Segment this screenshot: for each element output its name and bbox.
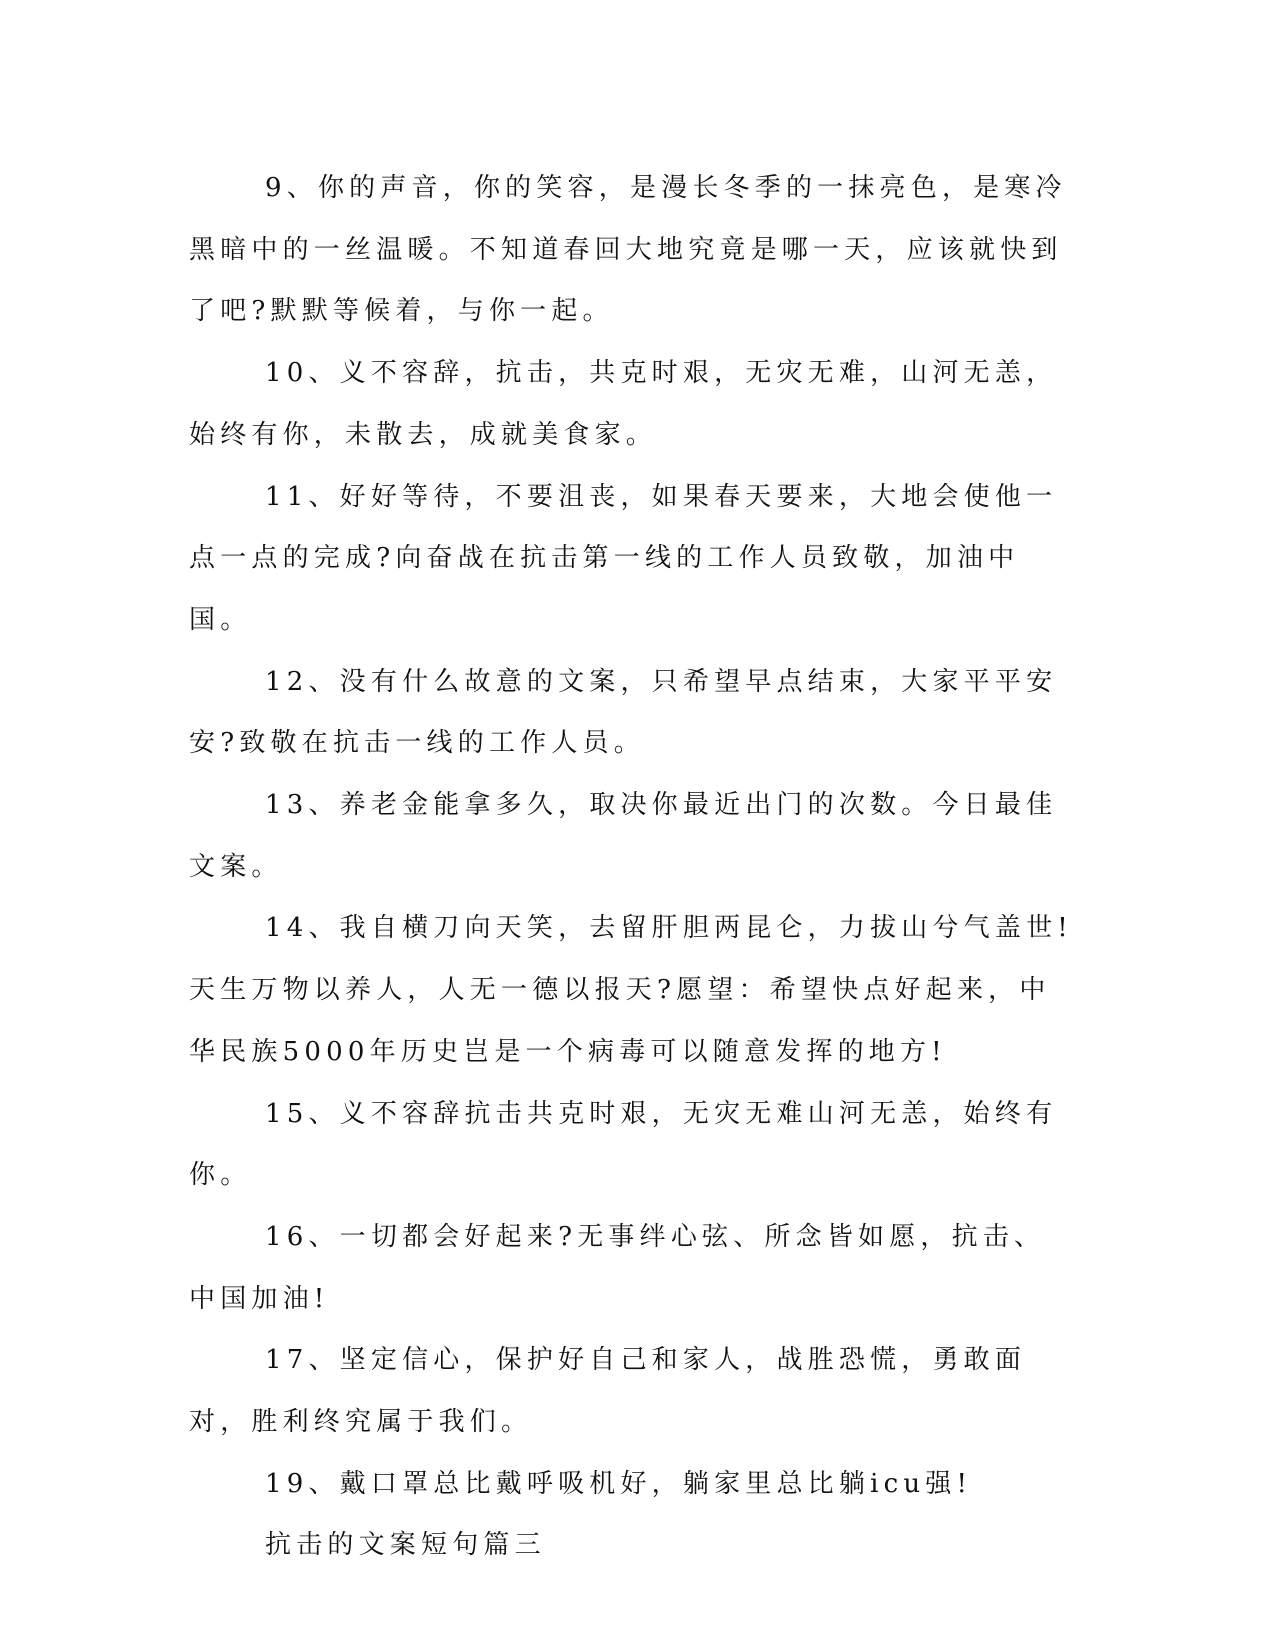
- paragraph-item-11: 11、好好等待，不要沮丧，如果春天要来，大地会使他一点一点的完成?向奋战在抗击第一线的工作人员致敬，加油中国。: [189, 481, 1058, 635]
- document-body: [189, 158, 1075, 1577]
- paragraph-item-16: 16、一切都会好起来?无事绊心弦、所念皆如愿，抗击、中国加油!: [189, 1221, 1046, 1314]
- section-heading: 抗击的文案短句篇三: [265, 1530, 546, 1561]
- paragraph-item-9: 9、你的声音，你的笑容，是漫长冬季的一抹亮色，是寒冷黑暗中的一丝温暖。不知道春回大地究竟是哪一天，应该就快到了吧?默默等候着，与你一起。: [189, 173, 1067, 327]
- paragraph-item-13: 13、养老金能拿多久，取决你最近出门的次数。今日最佳文案。: [189, 790, 1058, 882]
- paragraph-item-17: 17、坚定信心，保护好自己和家人，战胜恐慌，勇敢面对，胜利终究属于我们。: [189, 1345, 1027, 1438]
- paragraph-item-10: 10、义不容辞，抗击，共克时艰，无灾无难，山河无恙，始终有你，未散去，成就美食家。: [189, 358, 1058, 450]
- paragraph-item-15: 15、义不容辞抗击共克时艰，无灾无难山河无恙，始终有你。: [189, 1098, 1058, 1191]
- paragraph-item-19: 19、戴口罩总比戴呼吸机好，躺家里总比躺icu强!: [265, 1468, 973, 1499]
- paragraph-item-14: 14、我自横刀向天笑，去留肝胆两昆仑，力拔山兮气盖世!天生万物以养人，人无一德以报天?愿望：希望快点好起来，中华民族5000年历史岂是一个病毒可以随意发挥的地方!: [189, 913, 1073, 1067]
- paragraph-item-12: 12、没有什么故意的文案，只希望早点结束，大家平平安安?致敬在抗击一线的工作人员。: [189, 666, 1058, 759]
